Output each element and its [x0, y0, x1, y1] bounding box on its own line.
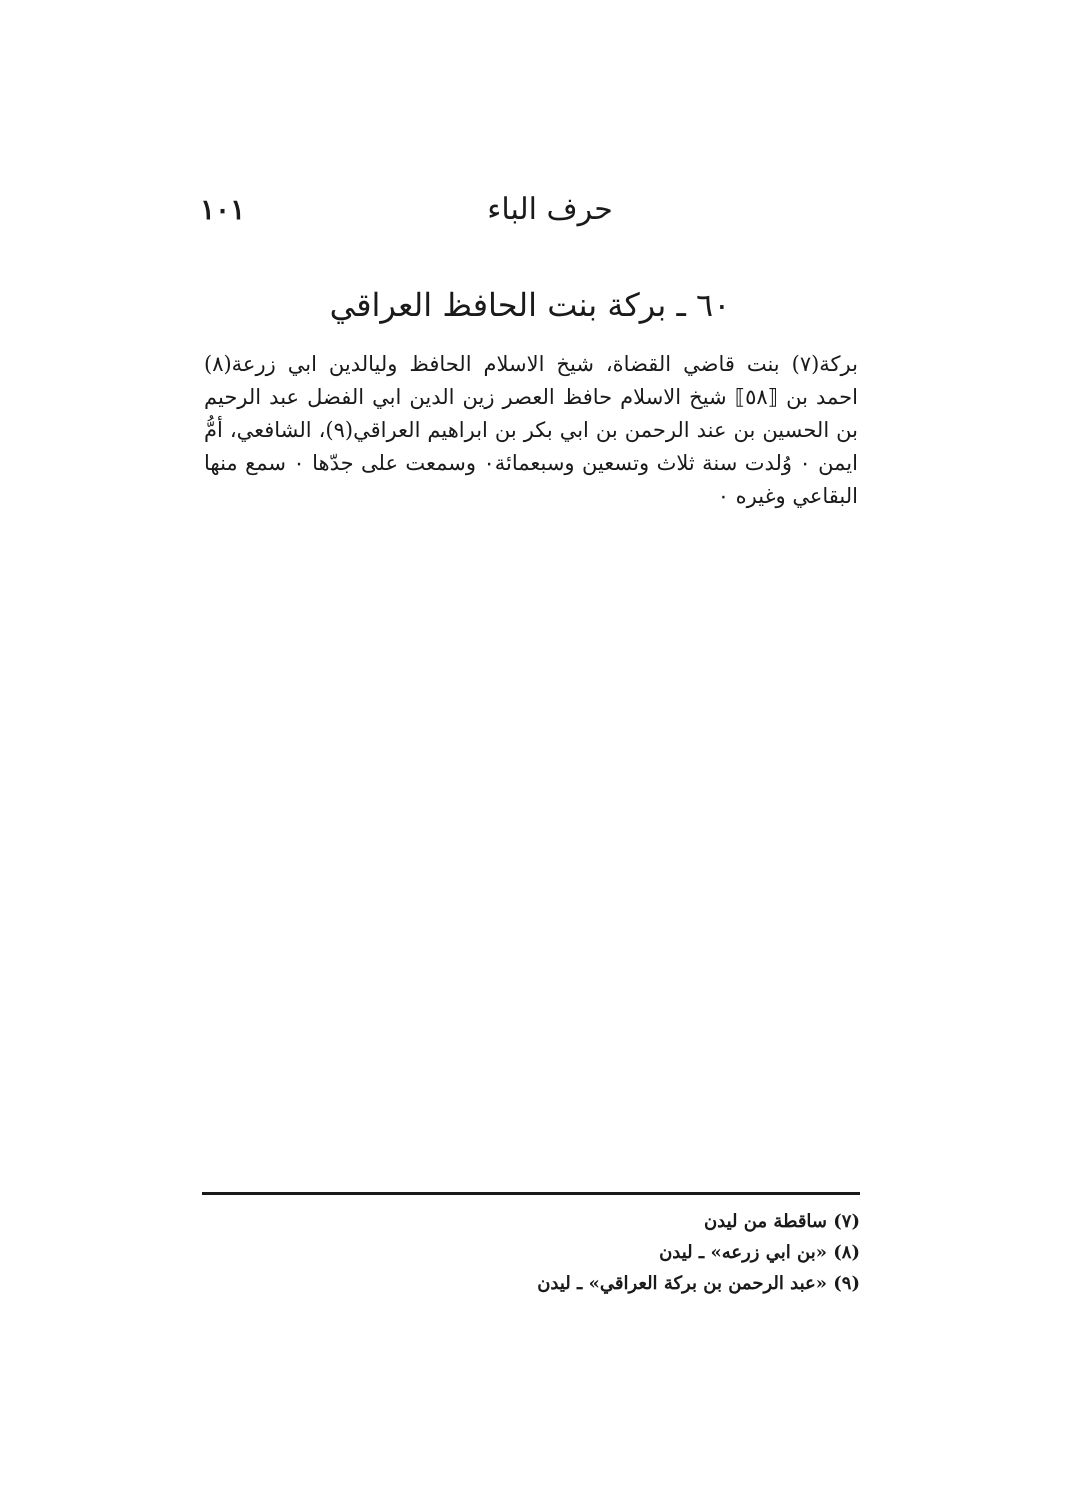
footnote-divider [202, 1192, 860, 1195]
footnote-8: (٨) «بن ابي زرعه» ـ ليدن [659, 1242, 860, 1263]
page-number: ١٠١ [200, 193, 246, 226]
footnotes [300, 1206, 860, 1299]
page-header [200, 188, 860, 232]
footnote-7: (٧) ساقطة من ليدن [703, 1211, 860, 1232]
running-title: حرف الباء [487, 192, 613, 227]
entry-paragraph: بركة(٧) بنت قاضي القضاة، شيخ الاسلام الحافظ وليالدين ابي زرعة(٨) احمد بن ⟦٥٨⟧ شيخ الاسلام حافظ العصر زين الدين ابي الفضل عبد الرحيم بن الحسين بن عند الرحمن بن ابي بكر بن ابراهيم العراقي(٩)، الشافعي، أمُّ ايمن ٠ وُلدت سنة ثلاث وتسعين وسبعمائة٠ وسمعت على جدّها ٠ سمع منها البقاعي وغيره ٠ [204, 352, 858, 508]
footnote-9: (٩) «عبد الرحمن بن بركة العراقي» ـ ليدن [537, 1273, 860, 1294]
entry-body [204, 348, 858, 513]
entry-title: ٦٠ ـ بركة بنت الحافظ العراقي [329, 286, 731, 324]
